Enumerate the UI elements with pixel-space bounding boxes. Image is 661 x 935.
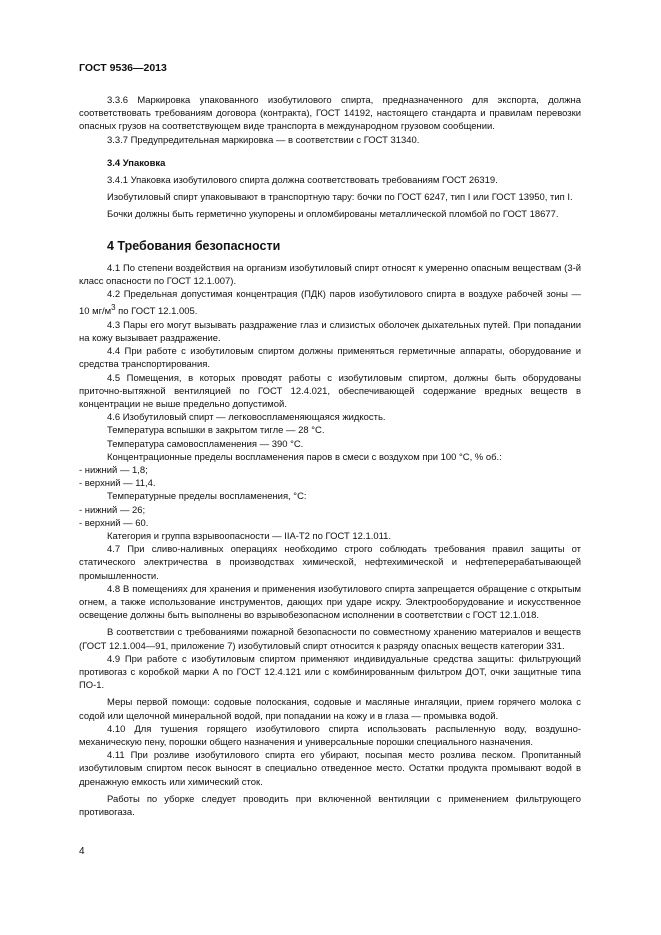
temperature-lower-limit: - нижний — 26; — [79, 504, 146, 516]
paragraph-4-6: 4.6 Изобутиловый спирт — легковоспламеняющаяся жидкость. — [107, 412, 386, 424]
paragraph-4-3: 4.3 Пары его могут вызывать раздражение глаз и слизистых оболочек дыхательных путей. При попадании на кожу вызывает раздражение. — [79, 319, 581, 344]
section-heading-4: 4 Требования безопасности — [107, 238, 281, 253]
paragraph-4-2-tail: по ГОСТ 12.1.005. — [115, 306, 198, 318]
paragraph-3-4-1: 3.4.1 Упаковка изобутилового спирта должна соответствовать требованиям ГОСТ 26319. — [107, 175, 498, 187]
document-header: ГОСТ 9536—2013 — [79, 62, 167, 74]
paragraph-4-5: 4.5 Помещения, в которых проводят работы с изобутиловым спиртом, должны быть оборудованы приточно-вытяжной вентиляцией по ГОСТ 12.4.021, обеспечивающей содержание вредных веществ в концентрации не выше предельно допустимой. — [79, 372, 581, 410]
temperature-limits-line: Температурные пределы воспламенения, °С: — [107, 491, 307, 503]
paragraph-4-8-fire-safety: В соответствии с требованиями пожарной безопасности по совместному хранению материалов и веществ (ГОСТ 12.1.004—91, приложение 7) изобутиловый спирт относится к разряду опасных веществ категории 331. — [79, 627, 581, 652]
paragraph-4-9: 4.9 При работе с изобутиловым спиртом применяют индивидуальные средства защиты: фильтрующий противогаз с коробкой марки А по ГОСТ 12.4.121 или с комбинированным фильтром ДОТ, очки защитные типа ПО-1. — [79, 653, 581, 692]
section-heading-3-4: 3.4 Упаковка — [107, 157, 166, 169]
explosion-category-line: Категория и группа взрывоопасности — IIA-T2 по ГОСТ 12.1.011. — [107, 531, 391, 543]
flash-point-line: Температура вспышки в закрытом тигле — 28 °С. — [107, 425, 325, 437]
temperature-upper-limit: - верхний — 60. — [79, 517, 149, 529]
page-number: 4 — [79, 846, 85, 857]
paragraph-3-3-6: 3.3.6 Маркировка упакованного изобутилового спирта, предназначенного для экспорта, должна соответствовать требованиям договора (контракта), ГОСТ 14192, настоящего стандарта и правилам перевозки опасных грузов на соответствующем виде транспорта в международном грузовом сообщении. — [79, 95, 581, 133]
concentration-limits-line: Концентрационные пределы воспламенения паров в смеси с воздухом при 100 °С, % об.: — [107, 451, 502, 463]
paragraph-packaging: Изобутиловый спирт упаковывают в транспортную тару: бочки по ГОСТ 6247, тип I или ГОСТ 13950, тип I. — [107, 192, 573, 204]
autoignition-line: Температура самовоспламенения — 390 °С. — [107, 438, 304, 450]
paragraph-4-10: 4.10 Для тушения горящего изобутилового спирта использовать распыленную воду, воздушно-механическую пену, порошки общего назначения и универсальные порошки специального назначения. — [79, 723, 581, 749]
paragraph-3-3-7: 3.3.7 Предупредительная маркировка — в соответствии с ГОСТ 31340. — [107, 134, 420, 146]
paragraph-4-2 — [79, 288, 581, 319]
paragraph-4-2-text: 4.2 Предельная допустимая концентрация (ПДК) паров изобутилового спирта в воздухе рабочей зоны — 10 мг/м — [79, 289, 581, 318]
paragraph-4-1: 4.1 По степени воздействия на организм изобутиловый спирт относят к умеренно опасным веществам (3-й класс опасности по ГОСТ 12.1.007). — [79, 262, 581, 288]
paragraph-first-aid: Меры первой помощи: содовые полоскания, содовые и масляные ингаляции, прием горячего молока с содой или щелочной минеральной водой, при попадании на кожу и в глаза — промывка водой. — [79, 697, 581, 722]
paragraph-4-8: 4.8 В помещениях для хранения и применения изобутилового спирта запрещается обращение с открытым огнем, а также использование инструментов, дающих при ударе искру. Электрооборудование и искусственное освещение должны быть выполнены во взрывобезопасном исполнении в соответствии с ГОСТ 12.1.018. — [79, 583, 581, 622]
paragraph-4-11: 4.11 При розливе изобутилового спирта его убирают, посыпая место розлива песком. Пропитанный изобутиловым спиртом песок выносят в специально отведенное место. Остатки продукта промывают водой в дренажную емкость или химический сток. — [79, 750, 581, 788]
concentration-lower-limit: - нижний — 1,8; — [79, 465, 148, 477]
paragraph-4-4: 4.4 При работе с изобутиловым спиртом должны применяться герметичные аппараты, оборудование и средства транспортирования. — [79, 346, 581, 371]
paragraph-cleanup: Работы по уборке следует проводить при включенной вентиляции с применением фильтрующего противогаза. — [79, 793, 581, 819]
concentration-upper-limit: - верхний — 11,4. — [79, 478, 156, 490]
page-content — [79, 94, 581, 819]
paragraph-barrels: Бочки должны быть герметично укупорены и опломбированы металлической пломбой по ГОСТ 18677. — [107, 209, 559, 221]
paragraph-4-7: 4.7 При сливо-наливных операциях необходимо строго соблюдать требования правил защиты от статического электричества в производствах химической, нефтехимической и нефтеперерабатывающей промышленности. — [79, 544, 581, 582]
superscript-cubic: 3 — [111, 303, 116, 313]
